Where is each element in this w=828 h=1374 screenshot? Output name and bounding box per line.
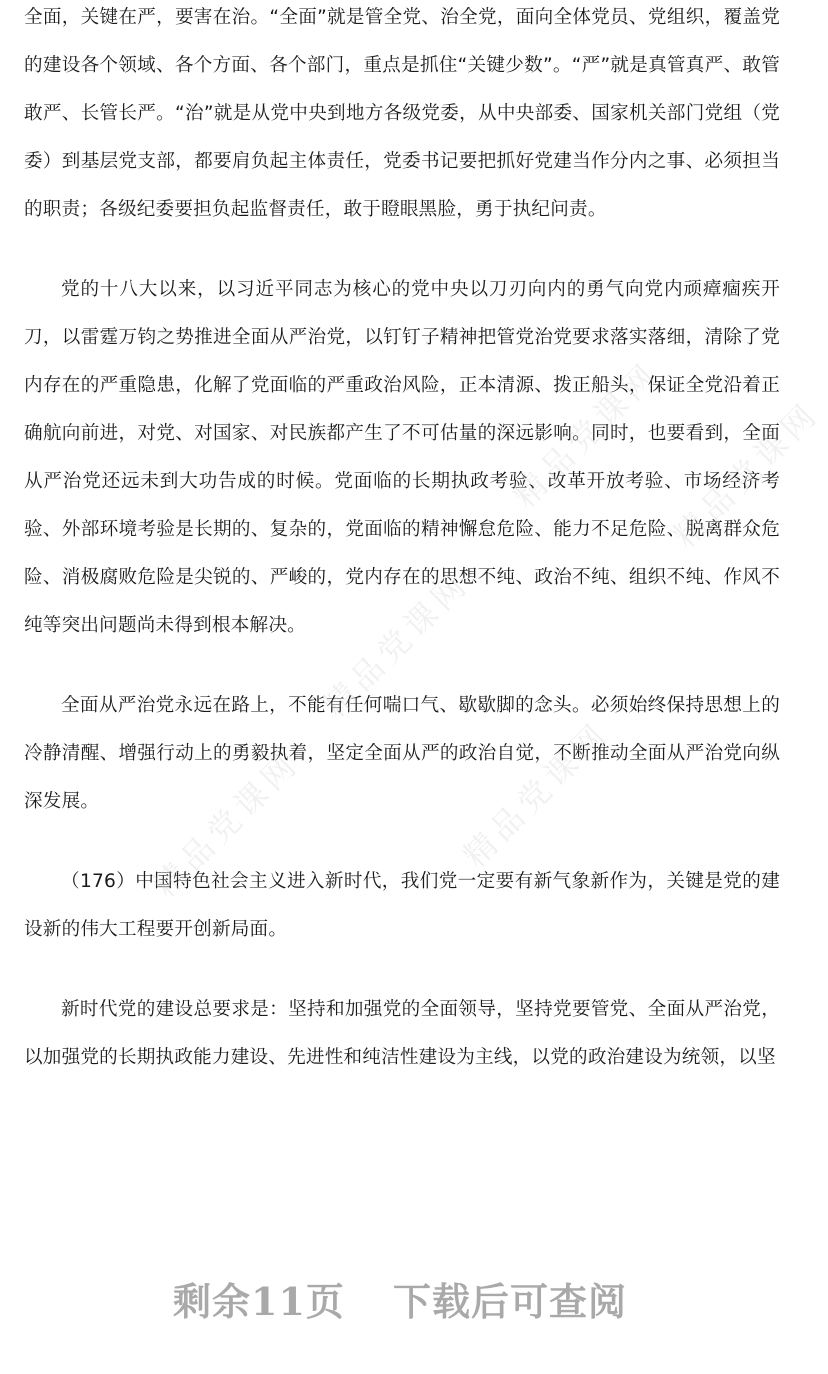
paragraph: 全面从严治党永远在路上，不能有任何喘口气、歇歇脚的念头。必须始终保持思想上的冷静清醒、增强行动上的勇毅执着，坚定全面从严的政治自觉，不断推动全面从严治党向纵深发展。 — [24, 695, 780, 812]
download-hint-label[interactable]: 下载后可查阅 — [392, 1278, 627, 1324]
watermark: 精品党课网 — [145, 743, 308, 906]
watermark: 精品党课网 — [315, 563, 478, 726]
watermark: 精品党课网 — [505, 353, 668, 516]
watermark: 精品党课网 — [455, 713, 618, 876]
paragraph: （176）中国特色社会主义进入新时代，我们党一定要有新气象新作为，关键是党的建设新的伟大工程要开创新局面。 — [24, 871, 780, 940]
document-body — [24, 0, 780, 1082]
watermark: 精品党课网 — [665, 393, 828, 556]
paragraph: 全面，关键在严，要害在治。“全面”就是管全党、治全党，面向全体党员、党组织，覆盖党的建设各个领域、各个方面、各个部门，重点是抓住“关键少数”。“严”就是真管真严、敢管敢严、长管长严。“治”就是从党中央到地方各级党委，从中央部委、国家机关部门党组（党委）到基层党支部，都要肩负起主体责任，党委书记要把抓好党建当作分内之事、必须担当的职责；各级纪委要担负起监督责任，敢于瞪眼黑脸，勇于执纪问责。 — [24, 7, 780, 220]
remaining-pages-label[interactable]: 剩余11页 — [173, 1278, 345, 1324]
download-banner[interactable] — [0, 1266, 800, 1330]
paragraph: 新时代党的建设总要求是：坚持和加强党的全面领导，坚持党要管党、全面从严治党，以加强党的长期执政能力建设、先进性和纯洁性建设为主线，以党的政治建设为统领，以坚 — [24, 999, 780, 1068]
paragraph: 党的十八大以来，以习近平同志为核心的党中央以刀刃向内的勇气向党内顽瘴痼疾开刀，以雷霆万钧之势推进全面从严治党，以钉钉子精神把管党治党要求落实落细，清除了党内存在的严重隐患，化解了党面临的严重政治风险，正本清源、拨正船头，保证全党沿着正确航向前进，对党、对国家、对民族都产生了不可估量的深远影响。同时，也要看到，全面从严治党还远未到大功告成的时候。党面临的长期执政考验、改革开放考验、市场经济考验、外部环境考验是长期的、复杂的，党面临的精神懈怠危险、能力不足危险、脱离群众危险、消极腐败危险是尖锐的、严峻的，党内存在的思想不纯、政治不纯、组织不纯、作风不纯等突出问题尚未得到根本解决。 — [24, 279, 780, 636]
